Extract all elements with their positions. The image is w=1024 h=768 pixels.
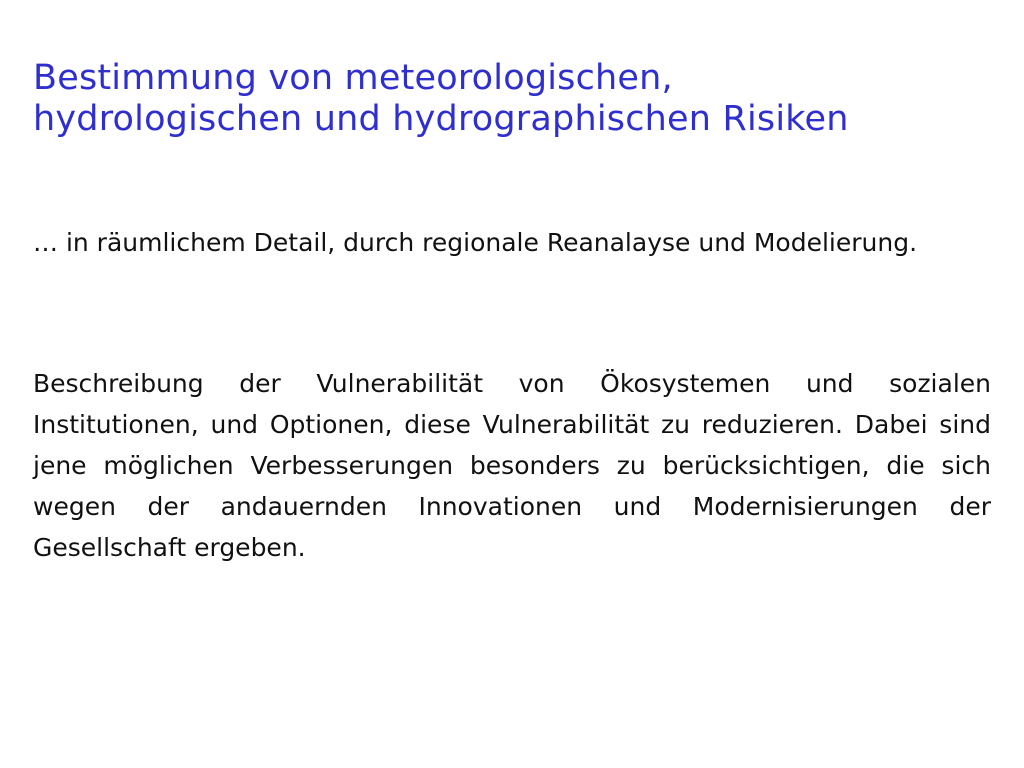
- slide-title-line-2: hydrologischen und hydrographischen Risiken: [33, 99, 849, 139]
- body-paragraph-vulnerability: Beschreibung der Vulnerabilität von Ökosystemen und sozialen Institutionen, und Optionen, diese Vulnerabilität zu reduzieren. Dabei sind jene möglichen Verbesserungen besonders zu berücksichtigen, die sich wegen der andauernden Innovationen und Modernisierungen der Gesellschaft ergeben.: [33, 369, 991, 562]
- slide-title: [33, 58, 1003, 140]
- body-paragraph-reanalysis: … in räumlichem Detail, durch regionale Reanalayse und Modelierung.: [33, 228, 918, 257]
- slide-title-line-1: Bestimmung von meteorologischen,: [33, 58, 673, 98]
